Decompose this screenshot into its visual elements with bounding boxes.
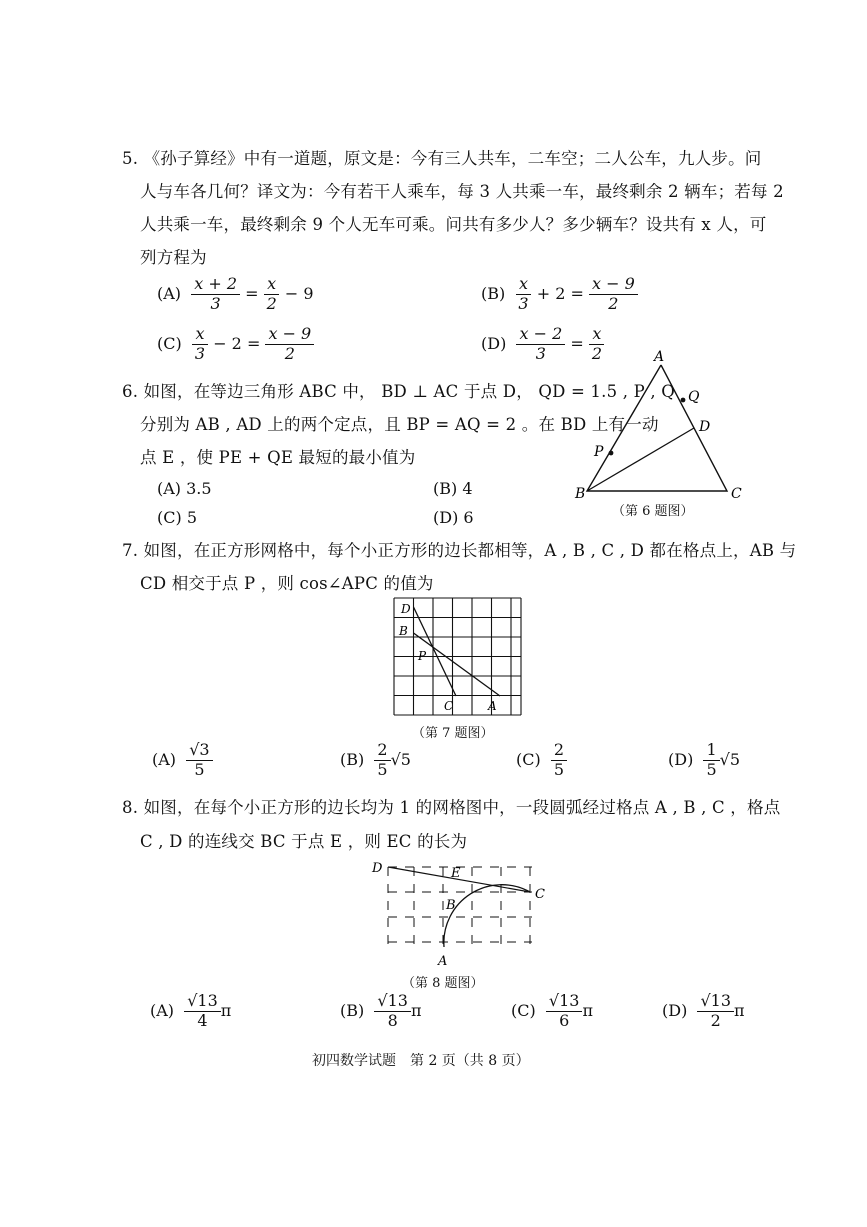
q7-option-b[interactable]: (B) $\frac{2}{5}$ √5 — [340, 740, 411, 779]
q7-label-a: A — [488, 699, 497, 713]
q5-line3: 人共乘一车，最终剩余 9 个人无车可乘。问共有多少人？多少辆车？设共有 x 人，可 — [140, 215, 767, 234]
q7-label-b: B — [399, 624, 408, 638]
q5-line2: 人与车各几何？译文为：今有若干人乘车，每 3 人共乘一车，最终剩余 2 辆车；若每 2 — [140, 182, 784, 201]
q6-line2: 分别为 AB , AD 上的两个定点，且 BP = AQ = 2 。在 BD 上有一动 — [140, 415, 659, 434]
q6-line1: 6. 如图，在等边三角形 ABC 中， BD ⊥ AC 于点 D， QD = 1.5 , P , Q — [122, 382, 675, 401]
q6-caption: （第 6 题图） — [612, 504, 694, 519]
q7-label-p: P — [418, 649, 427, 663]
q6-option-d[interactable]: (D) 6 — [433, 508, 474, 527]
q6-triangle-figure — [565, 345, 755, 500]
q7-grid-figure — [388, 593, 528, 718]
q5-line4: 列方程为 — [140, 248, 207, 267]
q8-option-c[interactable]: (C) $\frac{√13}{6}$ π — [511, 991, 593, 1030]
q7-option-d[interactable]: (D) $\frac{1}{5}$ √5 — [668, 740, 741, 779]
q6-label-c: C — [731, 486, 742, 500]
q6-option-c[interactable]: (C) 5 — [157, 508, 197, 527]
q6-option-b[interactable]: (B) 4 — [433, 479, 473, 498]
q8-label-e: E — [451, 866, 461, 881]
q6-label-p: P — [594, 444, 604, 460]
q5-option-d[interactable]: (D) $\frac{x - 2}{3}$ = $\frac{x}{2}$ — [481, 326, 605, 363]
q8-label-c: C — [535, 887, 545, 902]
q6-line3: 点 E ，使 PE + QE 最短的最小值为 — [140, 448, 416, 467]
q8-grid-figure — [368, 855, 553, 970]
q8-option-b[interactable]: (B) $\frac{√13}{8}$ π — [340, 991, 422, 1030]
q8-caption: （第 8 题图） — [402, 976, 484, 991]
q6-option-a[interactable]: (A) 3.5 — [157, 479, 212, 498]
q8-line1: 8. 如图，在每个小正方形的边长均为 1 的网格图中，一段圆弧经过格点 A , B , C ，格点 — [122, 798, 781, 817]
q7-option-c[interactable]: (C) $\frac{2}{5}$ — [516, 742, 567, 779]
q5-option-c[interactable]: (C) $\frac{x}{3}$ − 2 = $\frac{x - 9}{2}$ — [157, 326, 314, 363]
q8-option-d[interactable]: (D) $\frac{√13}{2}$ π — [662, 991, 745, 1030]
q8-line2: C , D 的连线交 BC 于点 E ，则 EC 的长为 — [140, 832, 468, 851]
q6-label-a: A — [654, 349, 665, 365]
q6-label-b: B — [575, 486, 586, 500]
q7-label-d: D — [401, 602, 411, 616]
q5-line1: 5. 《孙子算经》中有一道题，原文是：今有三人共车，二车空；二人公车，九人步。问 — [122, 149, 762, 168]
q7-caption: （第 7 题图） — [412, 726, 494, 741]
q6-label-q: Q — [688, 389, 700, 405]
q7-option-a[interactable]: (A) $\frac{√3}{5}$ — [152, 742, 213, 779]
q8-label-a: A — [438, 954, 448, 969]
q8-option-a[interactable]: (A) $\frac{√13}{4}$ π — [150, 991, 232, 1030]
q7-label-c: C — [444, 699, 454, 713]
q8-label-b: B — [446, 898, 456, 913]
q6-label-d: D — [699, 419, 711, 435]
q5-option-a[interactable]: (A) $\frac{x + 2}{3}$ = $\frac{x}{2}$ − 9 — [157, 274, 314, 313]
q8-label-d: D — [372, 861, 383, 876]
q5-option-b[interactable]: (B) $\frac{x}{3}$ + 2 = $\frac{x - 9}{2}$ — [481, 276, 638, 313]
page-footer: 初四数学试题 第 2 页（共 8 页） — [312, 1053, 530, 1069]
q7-line1: 7. 如图，在正方形网格中，每个小正方形的边长都相等，A , B , C , D 都在格点上，AB 与 — [122, 541, 797, 560]
q7-line2: CD 相交于点 P ，则 cos∠APC 的值为 — [140, 574, 434, 593]
